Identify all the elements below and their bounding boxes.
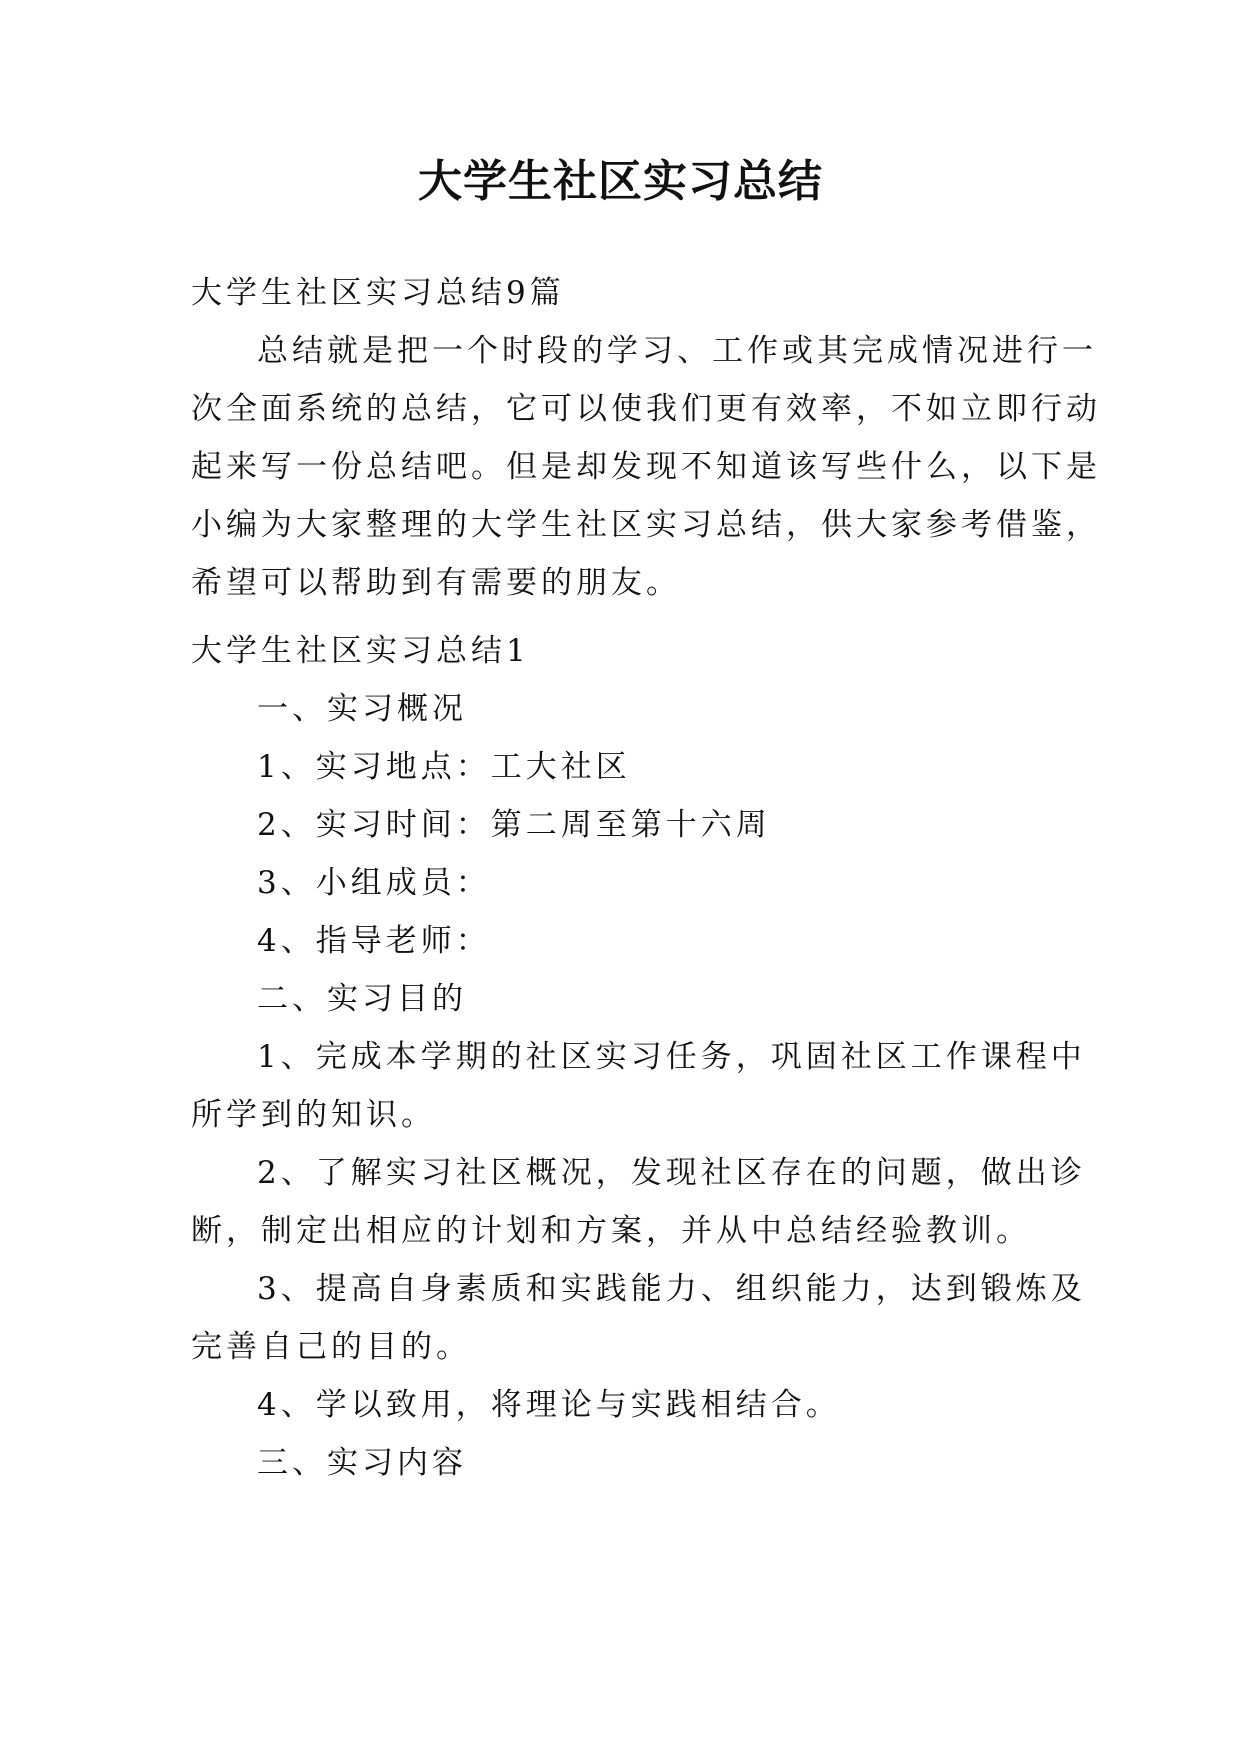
intro-line: 起来写一份总结吧。但是却发现不知道该写些什么，以下是 [191,449,1101,485]
intro-block [191,264,1101,612]
section-line: 二、实习目的 [257,981,467,1017]
section-line: 三、实习内容 [257,1445,467,1481]
section-line: 所学到的知识。 [191,1097,436,1133]
section-line: 3、小组成员： [257,865,491,901]
intro-line: 希望可以帮助到有需要的朋友。 [191,565,681,601]
section-heading: 大学生社区实习总结1 [191,633,530,669]
section-line: 2、实习时间：第二周至第十六周 [257,807,771,843]
section-line: 一、实习概况 [257,691,467,727]
intro-line: 次全面系统的总结，它可以使我们更有效率，不如立即行动 [191,391,1101,427]
section-line: 2、了解实习社区概况，发现社区存在的问题，做出诊 [257,1155,1086,1191]
section-line: 断，制定出相应的计划和方案，并从中总结经验教训。 [191,1213,1031,1249]
intro-line: 小编为大家整理的大学生社区实习总结，供大家参考借鉴， [191,507,1101,543]
intro-line: 总结就是把一个时段的学习、工作或其完成情况进行一 [257,333,1097,369]
intro-heading: 大学生社区实习总结9篇 [191,275,565,311]
section-line: 4、学以致用，将理论与实践相结合。 [257,1387,841,1423]
section-line: 完善自己的目的。 [191,1329,471,1365]
section-line: 1、完成本学期的社区实习任务，巩固社区工作课程中 [257,1039,1086,1075]
document-title: 大学生社区实习总结 [418,156,823,207]
section-block [191,622,1086,1492]
section-line: 1、实习地点：工大社区 [257,749,631,785]
section-line: 4、指导老师： [257,923,491,959]
section-line: 3、提高自身素质和实践能力、组织能力，达到锻炼及 [257,1271,1086,1307]
